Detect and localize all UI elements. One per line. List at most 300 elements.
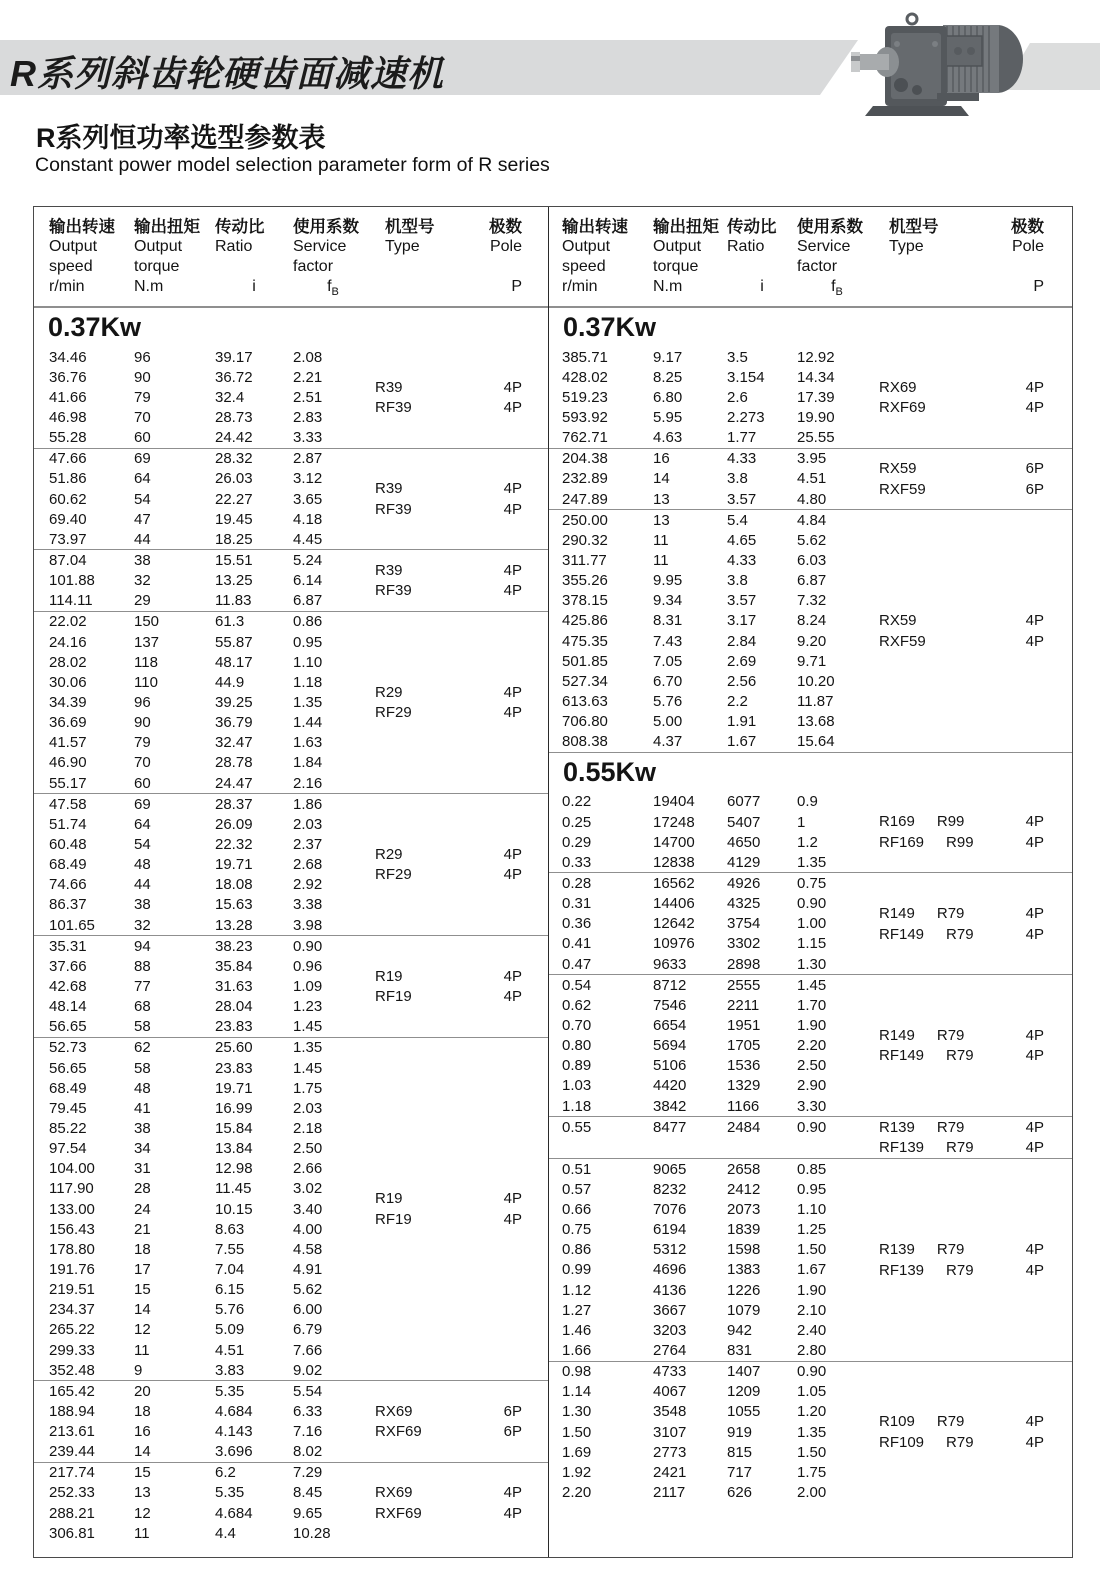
cell-speed: 475.35 <box>562 632 608 650</box>
table-row <box>34 713 373 733</box>
cell-factor: 1.90 <box>797 1281 827 1299</box>
cell-torque: 11 <box>653 552 669 570</box>
type-label: RF19 <box>375 1210 412 1228</box>
cell-speed: 101.88 <box>49 572 95 590</box>
type-pole-line <box>877 903 1072 924</box>
cell-torque: 4.37 <box>653 733 683 751</box>
cell-torque: 18 <box>134 1402 151 1420</box>
type-label: RF39 <box>375 500 412 518</box>
group-numeric-rows <box>549 975 877 1116</box>
pole-label: 4P <box>1025 833 1044 851</box>
table-row <box>549 1382 877 1402</box>
cell-torque: 94 <box>134 937 151 955</box>
type-pole-line <box>373 966 548 987</box>
header-en1-torque: Output <box>653 238 702 255</box>
cell-ratio: 7.55 <box>215 1240 245 1258</box>
cell-torque: 6654 <box>653 1017 687 1034</box>
cell-torque: 69 <box>134 450 151 468</box>
cell-speed: 808.38 <box>562 733 608 751</box>
table-row <box>34 1259 373 1279</box>
table-row <box>34 1058 373 1078</box>
table-row <box>549 1015 877 1035</box>
cell-ratio: 26.03 <box>215 470 253 488</box>
type-names <box>877 926 998 943</box>
header-en1-factor: Service <box>293 238 347 255</box>
pole-label: 4P <box>503 866 522 884</box>
cell-ratio: 28.73 <box>215 408 253 426</box>
cell-factor: 0.95 <box>797 1180 827 1198</box>
cell-ratio: 28.37 <box>215 795 253 813</box>
cell-ratio: 1166 <box>727 1097 760 1115</box>
header-unit-pole: P <box>1033 278 1044 295</box>
cell-torque: 4.63 <box>653 429 683 447</box>
cell-torque: 38 <box>134 896 151 914</box>
table-row <box>549 1402 877 1422</box>
cell-torque: 44 <box>134 530 151 548</box>
cell-factor: 0.90 <box>797 895 827 913</box>
cell-torque: 79 <box>134 734 151 752</box>
cell-speed: 60.48 <box>49 835 87 853</box>
table-row <box>34 489 373 509</box>
cell-factor: 6.00 <box>293 1301 323 1319</box>
type-pole-line <box>877 1260 1072 1281</box>
header-unit-ratio: i <box>760 278 764 295</box>
header-col-torque <box>134 217 215 306</box>
header-unit-speed: r/min <box>562 278 598 295</box>
cell-torque: 4067 <box>653 1383 687 1401</box>
cell-torque: 58 <box>134 1059 151 1077</box>
type-label: R79 <box>946 1047 974 1065</box>
cell-speed: 299.33 <box>49 1341 95 1359</box>
table-row <box>34 1038 373 1058</box>
table-row <box>549 1036 877 1056</box>
cell-torque: 38 <box>134 1119 151 1137</box>
group-type-block <box>373 1463 548 1544</box>
cell-torque: 12 <box>134 1321 151 1339</box>
cell-speed: 762.71 <box>562 429 608 447</box>
table-row <box>549 995 877 1015</box>
header-en2-factor: factor <box>293 258 334 275</box>
table-row <box>34 407 373 427</box>
cell-torque: 10976 <box>653 935 695 953</box>
type-label: R139 <box>879 1118 915 1136</box>
type-label: R79 <box>936 1241 965 1259</box>
cell-torque: 79 <box>134 388 151 406</box>
cell-factor: 17.39 <box>797 388 835 406</box>
type-names <box>373 379 476 396</box>
cell-ratio: 22.32 <box>215 835 253 853</box>
table-row <box>34 1340 373 1360</box>
cell-torque: 9.95 <box>653 572 683 590</box>
table-group <box>549 1116 1072 1158</box>
cell-factor: 2.00 <box>797 1483 827 1501</box>
cell-speed: 1.12 <box>562 1281 592 1299</box>
cell-torque: 64 <box>134 470 151 488</box>
cell-ratio: 2898 <box>727 955 761 973</box>
type-names <box>373 1211 476 1228</box>
cell-speed: 35.31 <box>49 937 87 955</box>
cell-factor: 1.10 <box>293 653 323 671</box>
type-label: R99 <box>946 833 974 851</box>
cell-ratio: 3.8 <box>727 572 748 590</box>
group-type-block <box>877 792 1072 873</box>
cell-ratio: 10.15 <box>215 1200 253 1218</box>
cell-speed: 52.73 <box>49 1039 87 1057</box>
type-label: RF169 <box>879 833 925 851</box>
type-pole-line <box>877 832 1072 853</box>
cell-torque: 17 <box>134 1260 151 1278</box>
cell-factor: 25.55 <box>797 429 835 447</box>
table-row <box>549 975 877 995</box>
table-row <box>549 1117 877 1137</box>
cell-speed: 355.26 <box>562 572 608 590</box>
header-unit-sub-factor: B <box>835 286 843 299</box>
cell-torque: 9.17 <box>653 348 683 366</box>
type-pole-line <box>877 631 1072 652</box>
cell-speed: 37.66 <box>49 957 87 975</box>
cell-ratio: 1.91 <box>727 713 757 731</box>
cell-ratio: 1951 <box>727 1017 761 1034</box>
cell-ratio: 12.98 <box>215 1160 253 1178</box>
header-zh-torque: 输出扭矩 <box>134 218 200 236</box>
cell-factor: 0.95 <box>293 633 323 651</box>
table-row <box>34 1118 373 1138</box>
cell-factor: 3.65 <box>293 490 323 508</box>
cell-ratio: 942 <box>727 1321 753 1339</box>
type-label: R29 <box>375 845 403 863</box>
type-label: RX69 <box>375 1402 413 1420</box>
type-label: R169 <box>879 813 915 831</box>
table-row <box>34 895 373 915</box>
table-group <box>34 793 548 935</box>
cell-torque: 34 <box>134 1140 151 1158</box>
cell-torque: 13 <box>653 490 670 508</box>
type-label: RF19 <box>375 988 412 1006</box>
cell-ratio: 1598 <box>727 1241 761 1259</box>
type-label: RF139 <box>879 1139 925 1157</box>
cell-speed: 0.55 <box>562 1118 592 1136</box>
group-numeric-rows <box>549 449 877 509</box>
type-names <box>373 968 476 985</box>
cell-speed: 385.71 <box>562 348 608 366</box>
type-label: RX59 <box>879 612 917 630</box>
cell-torque: 88 <box>134 957 151 975</box>
cell-torque: 9633 <box>653 955 687 973</box>
type-label: R79 <box>946 1433 974 1451</box>
table-group <box>549 974 1072 1116</box>
table-row <box>34 1503 373 1523</box>
cell-torque: 96 <box>134 348 151 366</box>
cell-speed: 56.65 <box>49 1018 87 1036</box>
group-numeric-rows <box>549 510 877 752</box>
cell-speed: 613.63 <box>562 693 608 710</box>
table-row <box>34 1300 373 1320</box>
type-label: R39 <box>375 480 403 498</box>
cell-ratio: 3.5 <box>727 348 748 366</box>
cell-speed: 51.86 <box>49 470 87 488</box>
cell-ratio: 36.79 <box>215 714 253 732</box>
cell-speed: 0.70 <box>562 1017 592 1034</box>
cell-torque: 70 <box>134 754 151 772</box>
table-row <box>34 469 373 489</box>
header-unit-factor: $f_B$ <box>831 278 843 299</box>
table-row <box>549 934 877 954</box>
cell-factor: 1.35 <box>293 694 323 711</box>
cell-ratio: 4.65 <box>727 531 757 549</box>
table-row <box>34 428 373 448</box>
cell-speed: 156.43 <box>49 1220 95 1238</box>
cell-ratio: 2211 <box>727 996 760 1014</box>
type-pole-line <box>877 924 1072 945</box>
header-zh-ratio: 传动比 <box>215 218 265 236</box>
table-row <box>34 976 373 996</box>
type-label: R149 <box>879 1026 915 1044</box>
header-en1-type: Type <box>889 238 924 255</box>
table-row <box>34 632 373 652</box>
cell-torque: 14 <box>134 1443 151 1461</box>
cell-ratio: 61.3 <box>215 613 245 631</box>
type-label: RX69 <box>375 1484 413 1502</box>
table-row <box>34 1401 373 1421</box>
table-row <box>549 449 877 469</box>
pole-label: 4P <box>1025 632 1044 650</box>
table-row <box>34 814 373 834</box>
cell-torque: 4696 <box>653 1261 687 1279</box>
cell-factor: 2.21 <box>293 368 323 386</box>
cell-torque: 2117 <box>653 1483 686 1501</box>
table-group <box>34 611 548 793</box>
header-en1-speed: Output <box>49 238 98 255</box>
header-zh-pole: 极数 <box>1011 218 1044 236</box>
group-numeric-rows <box>34 612 373 793</box>
type-pole-line <box>877 1239 1072 1260</box>
group-numeric-rows <box>34 347 373 448</box>
cell-factor: 1.10 <box>797 1200 827 1218</box>
table-row <box>34 387 373 407</box>
cell-ratio: 1226 <box>727 1281 761 1299</box>
cell-ratio: 717 <box>727 1463 753 1481</box>
table-group <box>549 509 1072 752</box>
cell-torque: 54 <box>134 490 151 508</box>
cell-speed: 51.74 <box>49 815 87 833</box>
type-names <box>877 1413 998 1430</box>
cell-speed: 219.51 <box>49 1281 95 1299</box>
table-group <box>34 448 548 550</box>
type-label: R109 <box>879 1413 915 1431</box>
cell-torque: 5694 <box>653 1037 687 1055</box>
cell-factor: 1.44 <box>293 714 323 732</box>
cell-factor: 4.18 <box>293 510 323 528</box>
group-numeric-rows <box>34 449 373 550</box>
group-numeric-rows <box>34 1381 373 1462</box>
cell-speed: 232.89 <box>562 470 608 488</box>
type-label: R19 <box>375 1190 403 1208</box>
table-row <box>549 1300 877 1320</box>
page-subtitle: Constant power model selection parameter form of R series <box>35 154 550 176</box>
pole-label: 4P <box>1025 1047 1044 1065</box>
table-row <box>34 1280 373 1300</box>
type-label: RF139 <box>879 1261 925 1279</box>
cell-ratio: 815 <box>727 1443 753 1461</box>
table-row <box>549 712 877 732</box>
cell-factor: 1.2 <box>797 833 818 851</box>
cell-factor: 0.90 <box>797 1118 827 1136</box>
table-row <box>34 1017 373 1037</box>
cell-factor: 6.87 <box>797 572 827 590</box>
cell-speed: 0.89 <box>562 1057 592 1075</box>
cell-torque: 16562 <box>653 875 695 893</box>
header-zh-speed: 输出转速 <box>49 218 115 236</box>
cell-factor: 1.86 <box>293 795 323 813</box>
cell-factor: 2.90 <box>797 1077 827 1095</box>
pole-label: 4P <box>1025 1026 1044 1044</box>
type-label: RF39 <box>375 399 412 417</box>
cell-torque: 77 <box>134 977 151 995</box>
type-names <box>877 1119 998 1136</box>
type-label: R19 <box>375 967 403 985</box>
cell-ratio: 1407 <box>727 1363 761 1381</box>
table-row <box>549 671 877 691</box>
table-row <box>549 1220 877 1240</box>
cell-speed: 247.89 <box>562 490 608 508</box>
cell-factor: 0.9 <box>797 793 818 811</box>
header-zh-factor: 使用系数 <box>797 218 863 236</box>
type-pole-line <box>877 1046 1072 1067</box>
cell-factor: 1.75 <box>797 1463 827 1481</box>
type-names <box>877 481 998 498</box>
type-names <box>373 1505 476 1522</box>
cell-speed: 1.69 <box>562 1443 592 1461</box>
pole-label: 6P <box>503 1402 522 1420</box>
type-label: RXF69 <box>879 399 926 417</box>
header-en2-ratio <box>727 257 797 277</box>
cell-ratio: 2.84 <box>727 632 757 650</box>
group-numeric-rows <box>34 550 373 610</box>
pole-label: 6P <box>1025 460 1044 478</box>
header-col-ratio <box>727 217 797 306</box>
type-label: R99 <box>936 813 965 831</box>
cell-ratio: 5.76 <box>215 1301 245 1319</box>
type-names <box>877 633 998 650</box>
cell-factor: 2.87 <box>293 450 323 468</box>
cell-factor: 3.30 <box>797 1097 827 1115</box>
cell-factor: 1.30 <box>797 955 827 973</box>
cell-factor: 1.50 <box>797 1241 827 1259</box>
cell-factor: 3.33 <box>293 429 323 447</box>
cell-factor: 9.65 <box>293 1504 323 1522</box>
cell-factor: 6.87 <box>293 592 323 610</box>
table-row <box>34 1422 373 1442</box>
cell-speed: 86.37 <box>49 896 87 914</box>
cell-factor: 1.70 <box>797 996 827 1014</box>
type-pole-line <box>877 458 1072 479</box>
pole-label: 4P <box>503 988 522 1006</box>
pole-label: 4P <box>503 1190 522 1208</box>
cell-speed: 0.41 <box>562 935 592 953</box>
cell-speed: 41.66 <box>49 388 87 406</box>
cell-factor: 0.96 <box>293 957 323 975</box>
parameter-table <box>33 206 1073 1558</box>
cell-torque: 21 <box>134 1220 151 1238</box>
cell-speed: 1.66 <box>562 1341 592 1359</box>
cell-factor: 2.80 <box>797 1341 827 1359</box>
cell-ratio: 1.67 <box>727 733 757 751</box>
pole-label: 4P <box>503 1210 522 1228</box>
cell-ratio: 28.04 <box>215 998 253 1016</box>
header-en2-ratio <box>215 257 293 277</box>
table-group <box>34 1037 548 1380</box>
cell-speed: 60.62 <box>49 490 87 508</box>
cell-speed: 0.51 <box>562 1160 592 1178</box>
cell-speed: 48.14 <box>49 998 87 1016</box>
cell-factor: 3.38 <box>293 896 323 914</box>
cell-ratio: 11.45 <box>215 1180 252 1198</box>
cell-speed: 87.04 <box>49 552 87 570</box>
pole-label: 4P <box>503 845 522 863</box>
table-row <box>34 773 373 793</box>
type-pole-line <box>373 1189 548 1210</box>
cell-factor: 2.03 <box>293 1099 323 1117</box>
cell-factor: 7.66 <box>293 1341 323 1359</box>
table-row <box>34 612 373 632</box>
header-unit-type <box>385 277 476 297</box>
cell-factor: 15.64 <box>797 733 835 751</box>
type-pole-line <box>877 377 1072 398</box>
type-label: R79 <box>946 1139 974 1157</box>
cell-speed: 288.21 <box>49 1504 95 1522</box>
cell-factor: 0.90 <box>293 937 323 955</box>
type-names <box>877 1047 998 1064</box>
table-row <box>34 1219 373 1239</box>
group-numeric-rows <box>34 936 373 1037</box>
cell-factor: 4.80 <box>797 490 827 508</box>
table-row <box>34 1381 373 1401</box>
table-left-half <box>34 207 549 1557</box>
cell-ratio: 3.17 <box>727 612 757 630</box>
cell-ratio: 24.47 <box>215 774 253 792</box>
type-label: R79 <box>936 1026 965 1044</box>
header-col-type <box>373 217 476 306</box>
cell-speed: 0.31 <box>562 895 592 913</box>
pole-label: 4P <box>1025 399 1044 417</box>
cell-speed: 68.49 <box>49 1079 87 1097</box>
cell-ratio: 19.71 <box>215 856 253 874</box>
type-names <box>877 379 998 396</box>
type-pole-line <box>373 560 548 581</box>
cell-factor: 1.90 <box>797 1017 827 1034</box>
cell-speed: 265.22 <box>49 1321 95 1339</box>
cell-factor: 10.28 <box>293 1524 331 1542</box>
type-names <box>373 1423 476 1440</box>
cell-speed: 0.98 <box>562 1363 592 1381</box>
cell-speed: 188.94 <box>49 1402 95 1420</box>
cell-torque: 9 <box>134 1361 143 1379</box>
cell-speed: 1.03 <box>562 1077 592 1095</box>
cell-ratio: 4.684 <box>215 1504 253 1522</box>
cell-ratio: 38.23 <box>215 937 253 955</box>
cell-speed: 191.76 <box>49 1260 95 1278</box>
cell-torque: 28 <box>134 1180 151 1198</box>
cell-torque: 68 <box>134 998 151 1016</box>
pole-label: 4P <box>1025 1139 1044 1157</box>
section-power-label: 0.37Kw <box>34 307 548 347</box>
type-names <box>877 612 998 629</box>
type-names <box>373 582 476 599</box>
cell-speed: 519.23 <box>562 388 608 406</box>
table-row <box>549 954 877 974</box>
type-names <box>877 905 998 922</box>
header-en2-speed: speed <box>562 258 606 275</box>
